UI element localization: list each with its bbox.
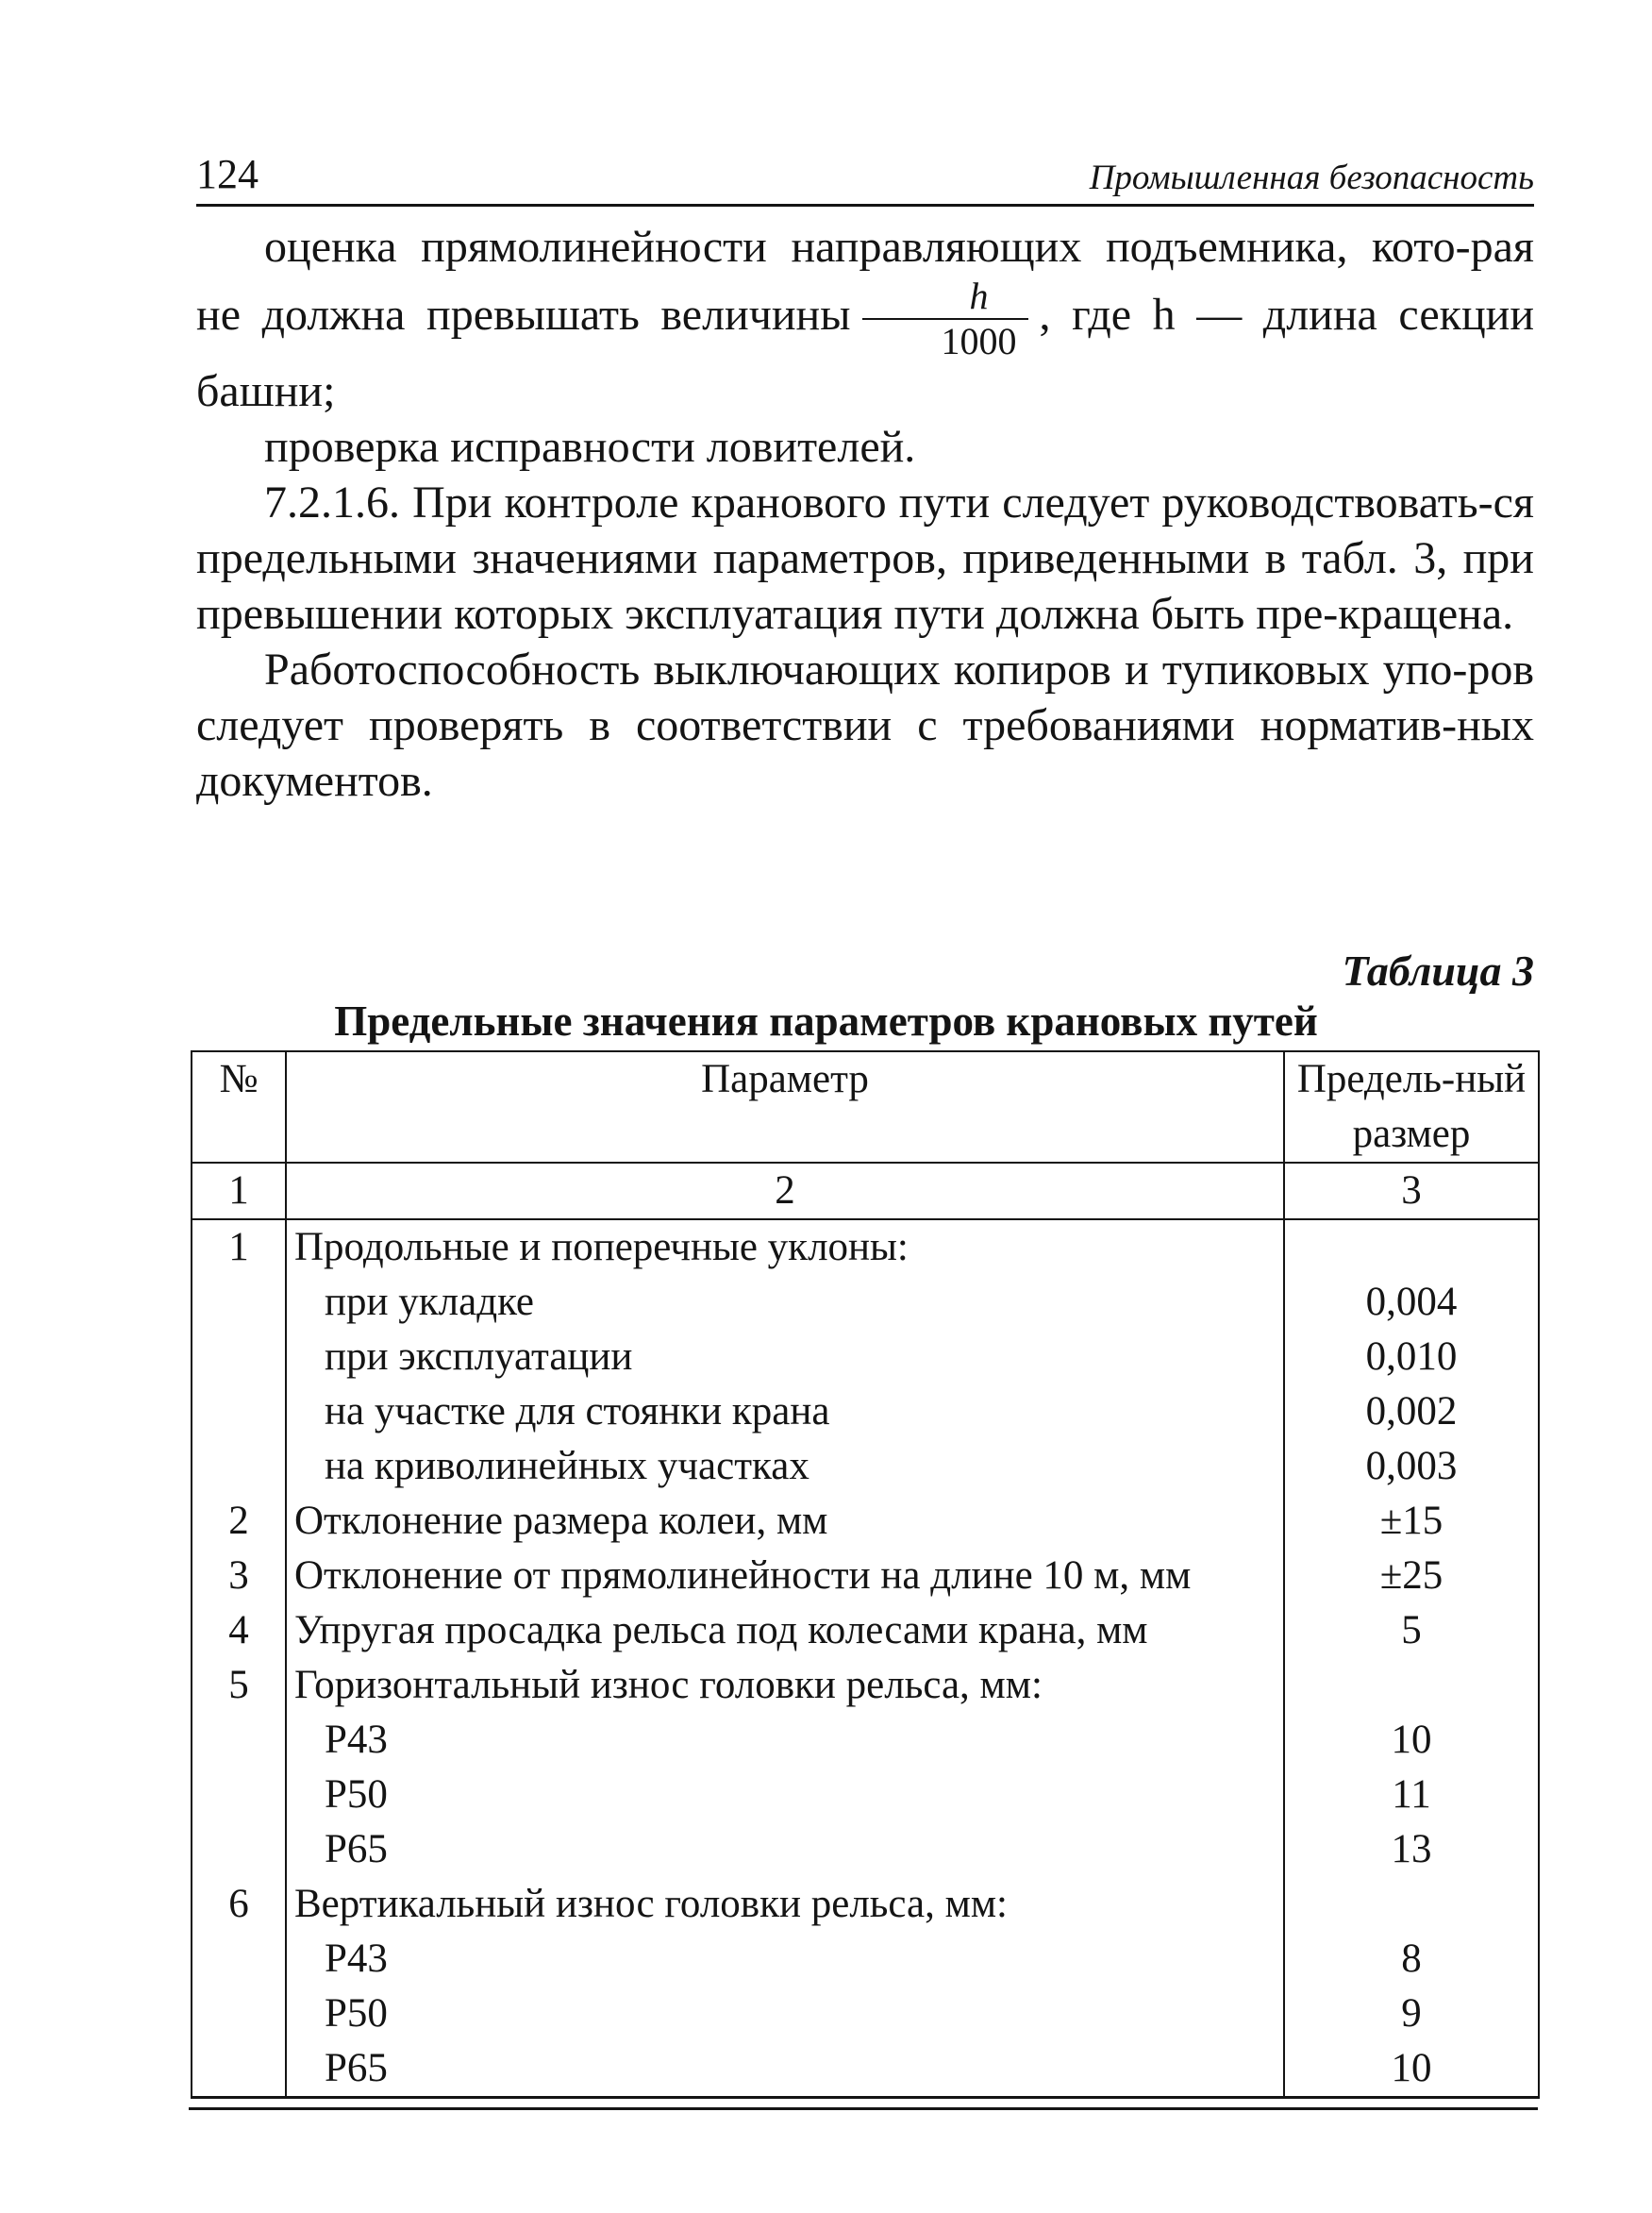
table-row (192, 1713, 1539, 1768)
row-value: 9 (1284, 1987, 1539, 2041)
row-number (192, 1822, 286, 1877)
table-row (192, 1494, 1539, 1549)
table-row (192, 1822, 1539, 1877)
table-label: Таблица 3 (1342, 947, 1534, 995)
table-row (192, 2041, 1539, 2098)
row-number (192, 1384, 286, 1439)
row-number (192, 1275, 286, 1330)
table-header-row (192, 1051, 1539, 1163)
row-value: 0,010 (1284, 1330, 1539, 1384)
row-parameter: Продольные и поперечные уклоны: (286, 1219, 1284, 1275)
row-number: 2 (192, 1494, 286, 1549)
row-value: 11 (1284, 1768, 1539, 1822)
row-value: 5 (1284, 1603, 1539, 1658)
row-parameter: Р43 (286, 1713, 1284, 1768)
table-row (192, 1439, 1539, 1494)
table-row (192, 1384, 1539, 1439)
column-number-3: 3 (1284, 1163, 1539, 1219)
row-value (1284, 1658, 1539, 1713)
row-parameter: Р65 (286, 2041, 1284, 2098)
row-value: 13 (1284, 1822, 1539, 1877)
header-limit: Предель-ный размер (1284, 1051, 1539, 1163)
fraction (862, 275, 1028, 363)
row-number: 3 (192, 1549, 286, 1603)
running-title: Промышленная безопасность (1089, 159, 1534, 197)
row-value: 10 (1284, 2041, 1539, 2098)
paragraph-2: проверка исправности ловителей. (264, 422, 916, 472)
row-value: 0,002 (1284, 1384, 1539, 1439)
row-parameter: Р50 (286, 1768, 1284, 1822)
header-parameter: Параметр (286, 1051, 1284, 1163)
row-number (192, 1768, 286, 1822)
column-number-1: 1 (192, 1163, 286, 1219)
row-parameter: Упругая просадка рельса под колесами крана, мм (286, 1603, 1284, 1658)
row-number (192, 1713, 286, 1768)
paragraph-1 (196, 219, 1534, 419)
row-number: 6 (192, 1877, 286, 1932)
row-value: 0,003 (1284, 1439, 1539, 1494)
table-row (192, 1219, 1539, 1275)
header-number: № (192, 1051, 286, 1163)
body-text (196, 219, 1534, 809)
table-row (192, 1932, 1539, 1987)
paragraph-1-start: оценка прямолинейности направляющих подъемника, кото-рая не должна превышать величины (196, 222, 1534, 341)
table-row (192, 1987, 1539, 2041)
paragraph-3: 7.2.1.6. При контроле кранового пути следует руководствовать-ся предельными значениями параметров, приведенными в табл. 3, при превышении которых эксплуатация пути должна быть пре-кращена. (196, 478, 1534, 639)
row-parameter: на участке для стоянки крана (286, 1384, 1284, 1439)
table-row (192, 1768, 1539, 1822)
row-parameter: Р50 (286, 1987, 1284, 2041)
paragraph-4: Работоспособность выключающих копиров и тупиковых упо-ров следует проверять в соответствии с требованиями норматив-ных документов. (196, 645, 1534, 806)
fraction-numerator: h (862, 275, 1028, 320)
row-value (1284, 1219, 1539, 1275)
column-number-2: 2 (286, 1163, 1284, 1219)
row-number (192, 1932, 286, 1987)
row-value: ±25 (1284, 1549, 1539, 1603)
row-number (192, 1987, 286, 2041)
row-parameter: Р43 (286, 1932, 1284, 1987)
row-value: 8 (1284, 1932, 1539, 1987)
row-value: ±15 (1284, 1494, 1539, 1549)
row-number: 4 (192, 1603, 286, 1658)
row-parameter: Отклонение от прямолинейности на длине 10 м, мм (286, 1549, 1284, 1603)
row-value: 0,004 (1284, 1275, 1539, 1330)
row-number (192, 2041, 286, 2098)
row-parameter: Р65 (286, 1822, 1284, 1877)
row-parameter: Вертикальный износ головки рельса, мм: (286, 1877, 1284, 1932)
row-number: 1 (192, 1219, 286, 1275)
page-number: 124 (196, 151, 259, 197)
row-number (192, 1330, 286, 1384)
footer-rule (189, 2107, 1538, 2110)
table-row (192, 1658, 1539, 1713)
table-row (192, 1549, 1539, 1603)
table-body (192, 1219, 1539, 2098)
table-row (192, 1275, 1539, 1330)
table-row (192, 1877, 1539, 1932)
fraction-denominator: 1000 (941, 320, 1017, 362)
limits-table (191, 1050, 1540, 2099)
row-number: 5 (192, 1658, 286, 1713)
row-parameter: Горизонтальный износ головки рельса, мм: (286, 1658, 1284, 1713)
row-parameter: на криволинейных участках (286, 1439, 1284, 1494)
column-number-row (192, 1163, 1539, 1219)
page-header (196, 151, 1534, 207)
paragraph-1-end: , где h — длина секции башни; (196, 290, 1535, 416)
row-value (1284, 1877, 1539, 1932)
row-parameter: Отклонение размера колеи, мм (286, 1494, 1284, 1549)
table-title: Предельные значения параметров крановых путей (334, 998, 1318, 1045)
row-parameter: при укладке (286, 1275, 1284, 1330)
row-value: 10 (1284, 1713, 1539, 1768)
row-number (192, 1439, 286, 1494)
table-row (192, 1603, 1539, 1658)
row-parameter: при эксплуатации (286, 1330, 1284, 1384)
table-row (192, 1330, 1539, 1384)
